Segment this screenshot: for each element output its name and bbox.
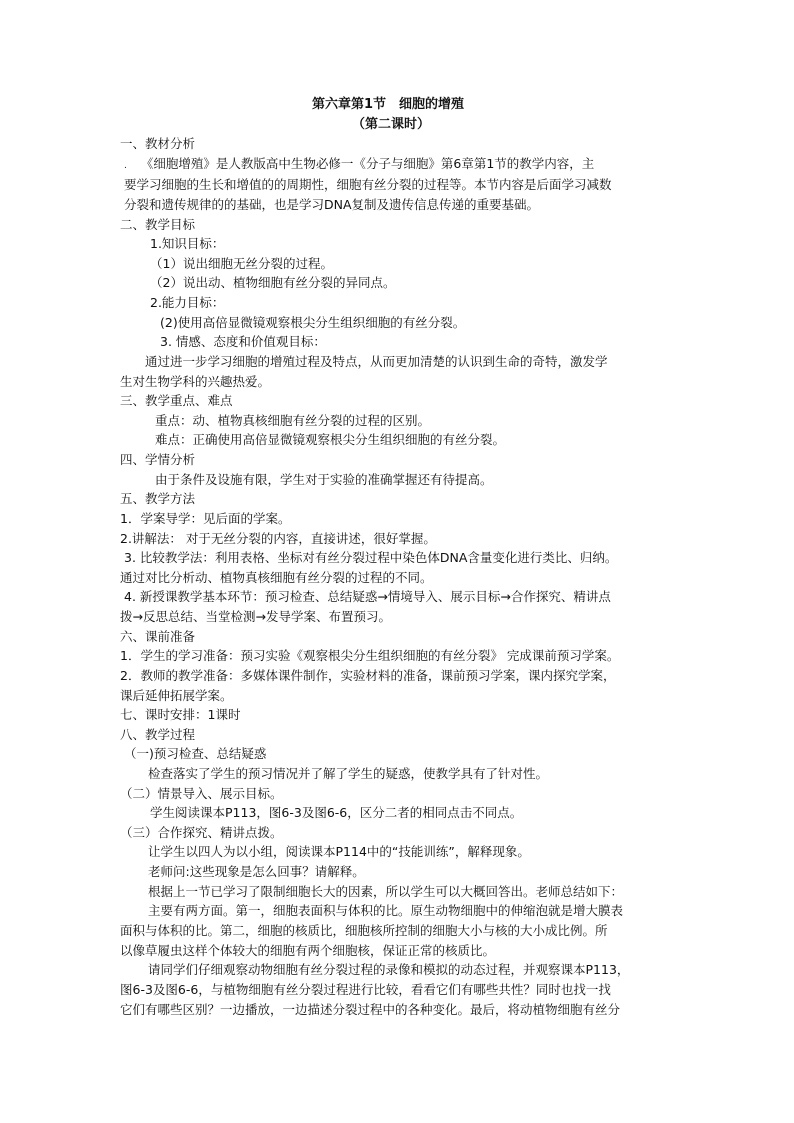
paragraph-line: （2）说出动、植物细胞有丝分裂的异同点。: [150, 275, 396, 290]
paragraph-line: 请同学们仔细观察动物细胞有丝分裂过程的录像和模拟的动态过程，并观察课本P113，: [148, 962, 630, 977]
section-heading: 五、教学方法: [120, 491, 196, 506]
paragraph-line: 要学习细胞的生长和增值的的周期性，细胞有丝分裂的过程等。本节内容是后面学习减数: [124, 177, 612, 192]
section-heading: 七、课时安排：1课时: [120, 707, 241, 722]
paragraph-line: 图6-3及图6-6，与植物细胞有丝分裂过程进行比较，看看它们有哪些共性？同时也找一找: [120, 982, 611, 997]
paragraph-line: 3. 情感、态度和价值观目标：: [160, 334, 326, 349]
doc-subtitle: （第二课时）: [352, 117, 431, 132]
paragraph-line: 主要有两方面。第一，细胞表面积与体积的比。原生动物细胞中的伸缩泡就是增大膜表: [148, 903, 624, 918]
paragraph-line: 老师问:这些现象是怎么回事？请解释。: [148, 864, 365, 879]
paragraph-line: (2)使用高倍显微镜观察根尖分生组织细胞的有丝分裂。: [160, 315, 466, 330]
bullet-mark: .: [124, 161, 127, 171]
paragraph-line: 以像草履虫这样个体较大的细胞有两个细胞核，保证正常的核质比。: [120, 943, 496, 958]
paragraph-line: 分裂和遗传规律的的基础，也是学习DNA复制及遗传信息传递的重要基础。: [124, 197, 540, 212]
paragraph-line: 1．学案导学：见后面的学案。: [120, 511, 291, 526]
paragraph-line: 课后延伸拓展学案。: [120, 688, 233, 703]
paragraph-line: 学生阅读课本P113，图6-3及图6-6，区分二者的相同点击不同点。: [150, 805, 523, 820]
section-heading: 三、教学重点、难点: [120, 393, 233, 408]
paragraph-line: 生对生物学科的兴趣热爱。: [120, 374, 271, 389]
subsection-heading: （一)预习检查、总结疑惑: [124, 746, 267, 761]
subsection-heading: （三）合作探究、精讲点拨。: [120, 825, 283, 840]
paragraph-line: 拨→反思总结、当堂检测→发导学案、布置预习。: [120, 609, 391, 624]
paragraph-line: . 《细胞增殖》是人教版高中生物必修一《分子与细胞》第6章第1节的教学内容，主: [124, 156, 595, 171]
paragraph-line: （1）说出细胞无丝分裂的过程。: [150, 256, 333, 271]
paragraph-line: 让学生以四人为以小组，阅读课本P114中的“技能训练”，解释现象。: [148, 844, 530, 859]
paragraph-line: 难点：正确使用高倍显微镜观察根尖分生组织细胞的有丝分裂。: [155, 432, 506, 447]
paragraph-line: 检查落实了学生的预习情况并了解了学生的疑惑，使教学具有了针对性。: [148, 766, 549, 781]
paragraph-line: 通过对比分析动、植物真核细胞有丝分裂的过程的不同。: [120, 570, 433, 585]
section-heading: 六、课前准备: [120, 629, 196, 644]
paragraph-line: 3. 比较教学法：利用表格、坐标对有丝分裂过程中染色体DNA含量变化进行类比、归纳。: [124, 550, 618, 565]
paragraph-line: 通过进一步学习细胞的增殖过程及特点，从而更加清楚的认识到生命的奇特，激发学: [145, 354, 608, 369]
paragraph-line: 2．教师的教学准备：多媒体课件制作，实验材料的准备，课前预习学案，课内探究学案，: [120, 668, 616, 683]
paragraph-line: 1．学生的学习准备：预习实验《观察根尖分生组织细胞的有丝分裂》 完成课前预习学案。: [120, 648, 620, 663]
paragraph-line: 它们有哪些区别？一边播放，一边描述分裂过程中的各种变化。最后，将动植物细胞有丝分: [120, 1002, 621, 1017]
section-heading: 一、教材分析: [120, 136, 196, 151]
doc-title: 第六章第1节 细胞的增殖: [312, 97, 465, 112]
subsection-heading: （二）情景导入、展示目标。: [120, 786, 283, 801]
paragraph-line: 重点：动、植物真核细胞有丝分裂的过程的区别。: [155, 413, 431, 428]
paragraph-line: 根据上一节已学习了限制细胞长大的因素，所以学生可以大概回答出。老师总结如下：: [148, 884, 624, 899]
section-heading: 四、学情分析: [120, 452, 196, 467]
section-heading: 八、教学过程: [120, 727, 196, 742]
paragraph-line: 2.讲解法： 对于无丝分裂的内容，直接讲述，很好掌握。: [120, 531, 436, 546]
paragraph-line: 1.知识目标：: [150, 236, 225, 251]
paragraph-line: 4. 新授课教学基本环节：预习检查、总结疑惑→情境导入、展示目标→合作探究、精讲点: [124, 589, 611, 604]
paragraph-line: 2.能力目标：: [150, 295, 225, 310]
paragraph-line: 由于条件及设施有限，学生对于实验的准确掌握还有待提高。: [155, 472, 493, 487]
section-heading: 二、教学目标: [120, 217, 196, 232]
paragraph-line: 面积与体积的比。第二，细胞的核质比，细胞核所控制的细胞大小与核的大小成比例。所: [120, 923, 608, 938]
